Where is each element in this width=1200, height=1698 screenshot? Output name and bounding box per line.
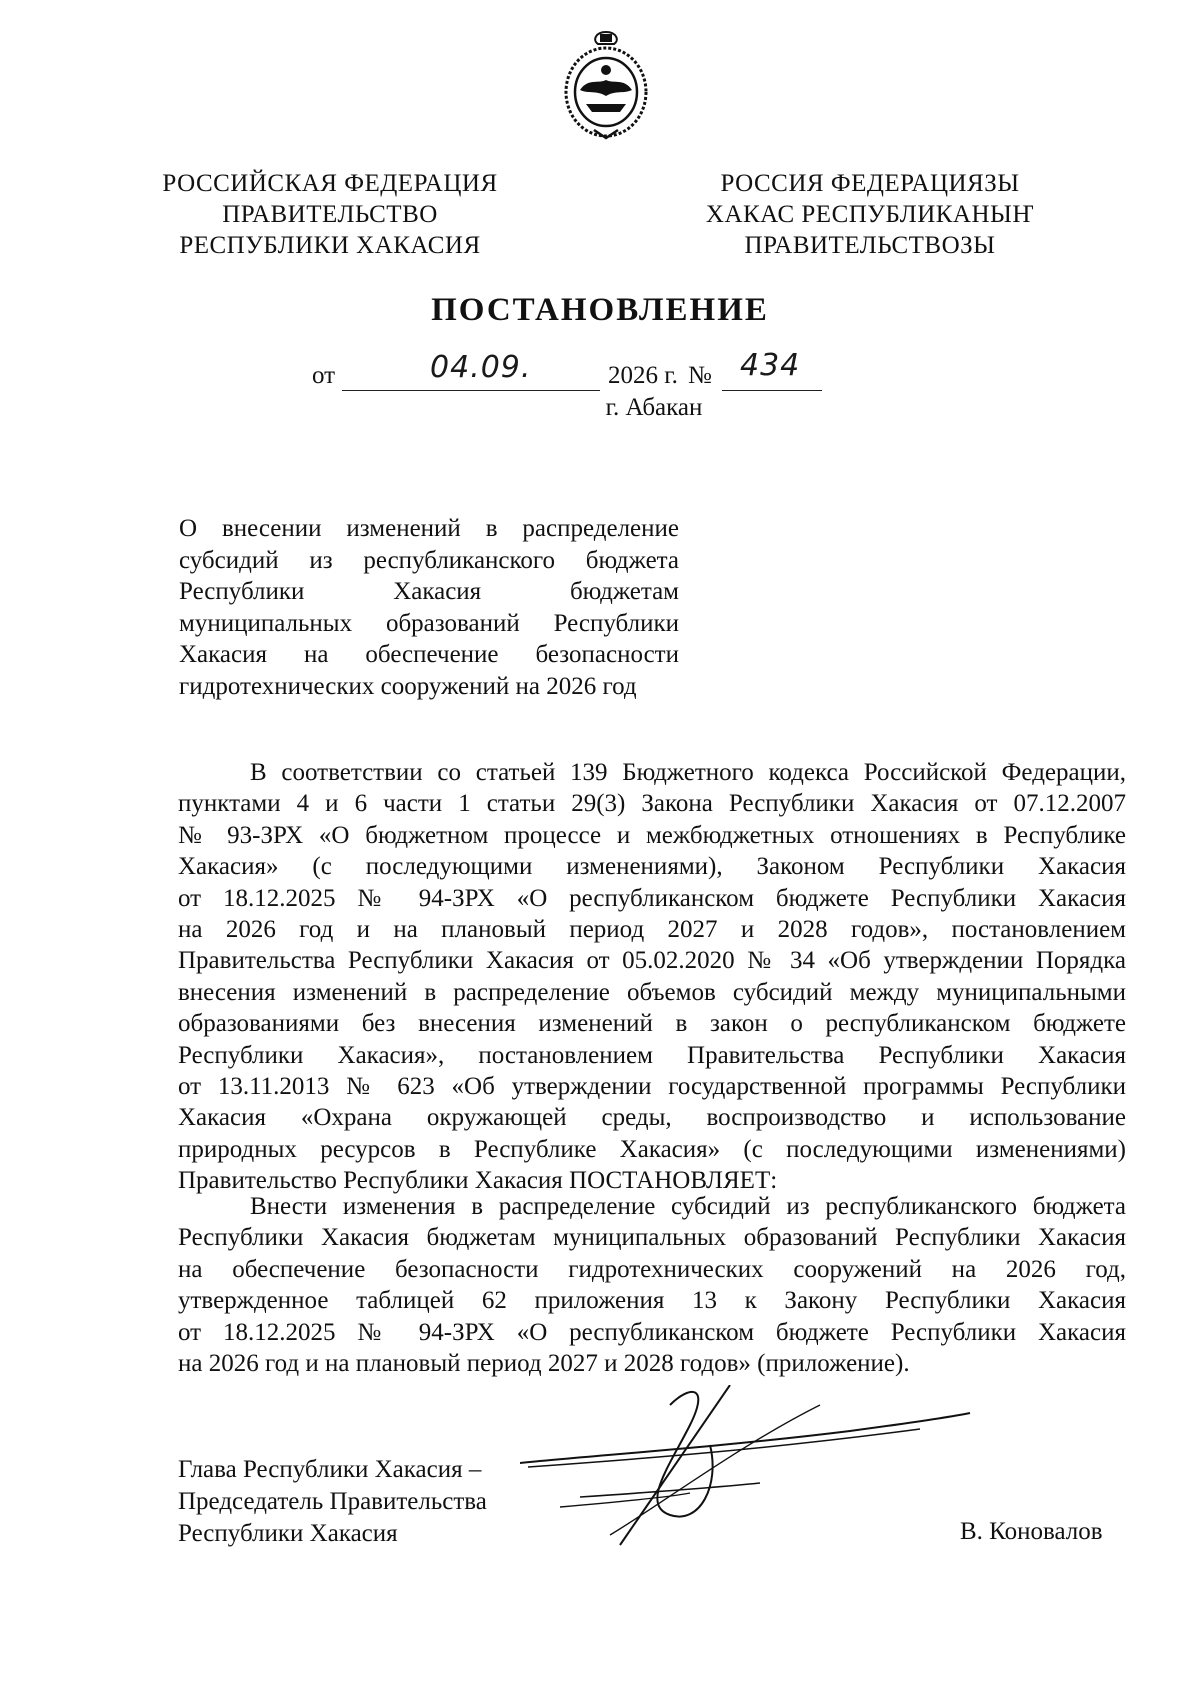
header-left-line-2: ПРАВИТЕЛЬСТВО	[222, 201, 438, 228]
paragraph-line: на обеспечение безопасности гидротехнических сооружений на 2026 год,	[178, 1255, 1126, 1283]
paragraph-2	[178, 1191, 1126, 1379]
header-left-block	[150, 168, 510, 261]
signatory-position	[178, 1454, 487, 1550]
document-title: ПОСТАНОВЛЕНИЕ	[431, 292, 769, 328]
paragraph-1	[178, 757, 1126, 1197]
number-underline	[722, 390, 822, 391]
paragraph-line: Правительство Республики Хакасия ПОСТАНОВЛЯЕТ:	[178, 1167, 778, 1195]
header-right-line-2: ХАКАС РЕСПУБЛИКАНЫҤ	[705, 201, 1035, 228]
paragraph-line: Республики Хакасия бюджетам муниципальных образований Республики Хакасия	[178, 1224, 1126, 1252]
paragraph-line: Внести изменения в распределение субсидий из республиканского бюджета	[250, 1193, 1126, 1220]
paragraph-line: от 18.12.2025 № 94-ЗРХ «О республиканском бюджете Республики Хакасия	[178, 1318, 1126, 1346]
year-label: 2026 г.	[608, 362, 678, 389]
coat-of-arms-emblem	[556, 26, 656, 142]
paragraph-line: на 2026 год и на плановый период 2027 и 2028 годов», постановлением	[178, 916, 1126, 944]
handwritten-signature	[520, 1385, 980, 1555]
paragraph-line: образованиями без внесения изменений в закон о республиканском бюджете	[178, 1010, 1126, 1038]
header-right-block	[690, 168, 1050, 261]
subject-line: О внесении изменений в распределение	[179, 515, 679, 542]
paragraph-line: природных ресурсов в Республике Хакасия» (с последующими изменениями)	[178, 1135, 1126, 1163]
date-prefix: от	[312, 362, 336, 389]
subject-line: Республики Хакасия бюджетам	[179, 578, 679, 605]
paragraph-line: от 18.12.2025 № 94-ЗРХ «О республиканском бюджете Республики Хакасия	[178, 884, 1126, 912]
date-handwritten: 04.09.	[430, 350, 532, 385]
number-handwritten: 434	[740, 348, 801, 383]
signatory-position-line: Глава Республики Хакасия –	[178, 1456, 482, 1483]
signatory-position-line: Республики Хакасия	[178, 1520, 398, 1547]
signatory-position-line: Председатель Правительства	[178, 1488, 487, 1515]
subject-line: муниципальных образований Республики	[179, 609, 679, 637]
subject-block	[179, 513, 679, 702]
paragraph-line: на 2026 год и на плановый период 2027 и 2028 годов» (приложение).	[178, 1350, 910, 1378]
city-name: г. Абакан	[605, 394, 703, 421]
number-label: №	[688, 362, 712, 389]
paragraph-line: Правительства Республики Хакасия от 05.02.2020 № 34 «Об утверждении Порядка	[178, 947, 1126, 975]
signatory-name: В. Коновалов	[960, 1518, 1103, 1545]
paragraph-line: пунктами 4 и 6 части 1 статьи 29(3) Закона Республики Хакасия от 07.12.2007	[178, 790, 1126, 818]
subject-line: субсидий из республиканского бюджета	[179, 546, 679, 574]
header-left-line-1: РОССИЙСКАЯ ФЕДЕРАЦИЯ	[162, 170, 498, 197]
paragraph-line: внесения изменений в распределение объемов субсидий между муниципальными	[178, 978, 1126, 1006]
subject-line: гидротехнических сооружений на 2026 год	[179, 672, 637, 700]
header-left-line-3: РЕСПУБЛИКИ ХАКАСИЯ	[179, 232, 481, 259]
paragraph-line: № 93-ЗРХ «О бюджетном процессе и межбюджетных отношениях в Республике	[178, 821, 1126, 849]
paragraph-line: В соответствии со статьей 139 Бюджетного кодекса Российской Федерации,	[250, 759, 1126, 786]
subject-line: Хакасия на обеспечение безопасности	[179, 641, 679, 668]
header-right-line-3: ПРАВИТЕЛЬСТВОЗЫ	[744, 232, 996, 259]
paragraph-line: Хакасия «Охрана окружающей среды, воспроизводство и использование	[178, 1104, 1126, 1132]
date-underline	[342, 390, 600, 391]
paragraph-line: Республики Хакасия», постановлением Правительства Республики Хакасия	[178, 1041, 1126, 1069]
paragraph-line: утвержденное таблицей 62 приложения 13 к Закону Республики Хакасия	[178, 1287, 1126, 1315]
header-right-line-1: РОССИЯ ФЕДЕРАЦИЯЗЫ	[720, 170, 1020, 197]
paragraph-line: от 13.11.2013 № 623 «Об утверждении государственной программы Республики	[178, 1073, 1126, 1101]
paragraph-line: Хакасия» (с последующими изменениями), Законом Республики Хакасия	[178, 853, 1126, 881]
